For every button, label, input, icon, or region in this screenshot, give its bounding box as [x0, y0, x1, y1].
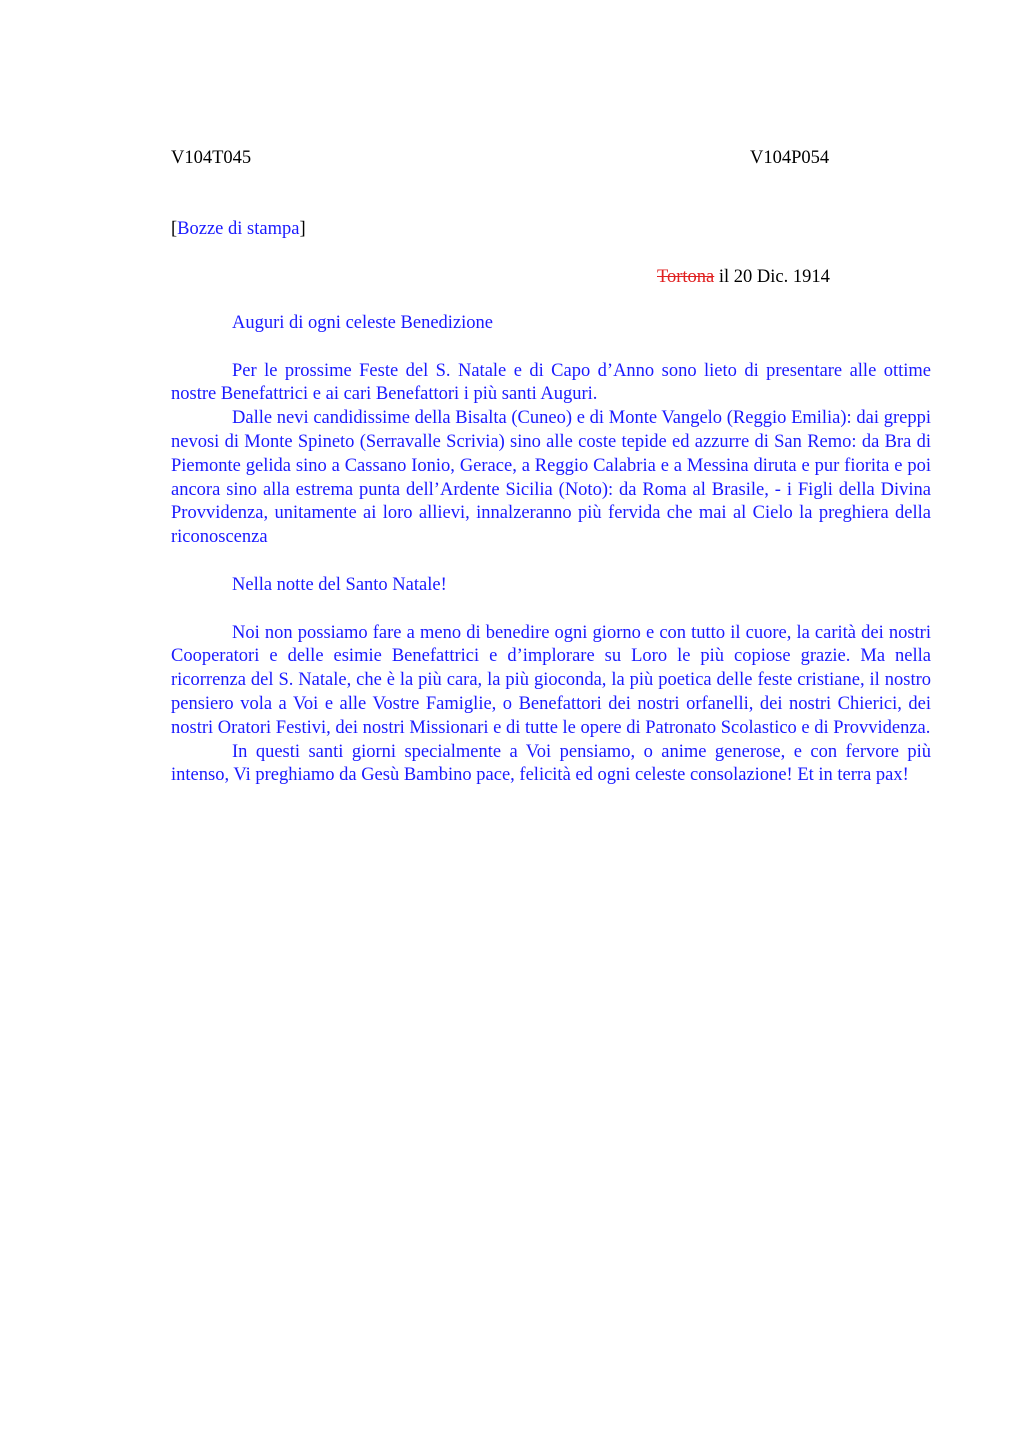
header-left-code: V104T045 — [171, 148, 252, 168]
section-2 — [171, 574, 931, 788]
dateline — [657, 265, 830, 289]
heading-2: Nella notte del Santo Natale! — [232, 575, 447, 595]
note-open-bracket: [ — [171, 219, 178, 239]
paragraph: In questi santi giorni specialmente a Voi pensiamo, o anime generose, e con fervore più intenso, Vi preghiamo da Gesù Bambino pace, felicità ed ogni celeste consolazione! Et in terra pax! — [171, 741, 931, 786]
note-close-bracket: ] — [299, 219, 306, 239]
date-text: il 20 Dic. 1914 — [714, 267, 830, 287]
header-right-code: V104P054 — [750, 148, 830, 168]
paragraph: Per le prossime Feste del S. Natale e di Capo d’Anno sono lieto di presentare alle ottime nostre Benefattrici e ai cari Benefattori i più santi Auguri. — [171, 360, 931, 405]
section-1 — [171, 312, 931, 550]
editorial-note — [171, 217, 306, 241]
struck-place: Tortona — [657, 267, 715, 287]
paragraph: Noi non possiamo fare a meno di benedire ogni giorno e con tutto il cuore, la carità dei nostri Cooperatori e delle esimie Benefattrici e d’implorare su Loro le più copiose grazie. Ma nella ricorrenza del S. Natale, che è la più cara, la più gioconda, la più poetica delle feste cristiane, il nostro pensiero vola a Voi e alle Vostre Famiglie, o Benefattori dei nostri orfanelli, dei nostri Chierici, dei nostri Oratori Festivi, dei nostri Missionari e di tutte le opere di Patronato Scolastico e di Provvidenza. — [171, 622, 931, 738]
paragraph: Dalle nevi candidissime della Bisalta (Cuneo) e di Monte Vangelo (Reggio Emilia): dai greppi nevosi di Monte Spineto (Serravalle Scrivia) sino alle coste tepide ed azzurre di San Remo: da Bra di Piemonte gelida sino a Cassano Ionio, Gerace, a Reggio Calabria e a Messina diruta e pur fiorita e poi ancora sino alla estrema punta dell’Ardente Sicilia (Noto): da Roma al Brasile, - i Figli della Divina Provvidenza, unitamente ai loro allievi, innalzeranno più fervida che mai al Cielo la preghiera della riconoscenza — [171, 408, 931, 548]
heading-1: Auguri di ogni celeste Benedizione — [232, 313, 493, 333]
note-text: Bozze di stampa — [177, 219, 300, 239]
